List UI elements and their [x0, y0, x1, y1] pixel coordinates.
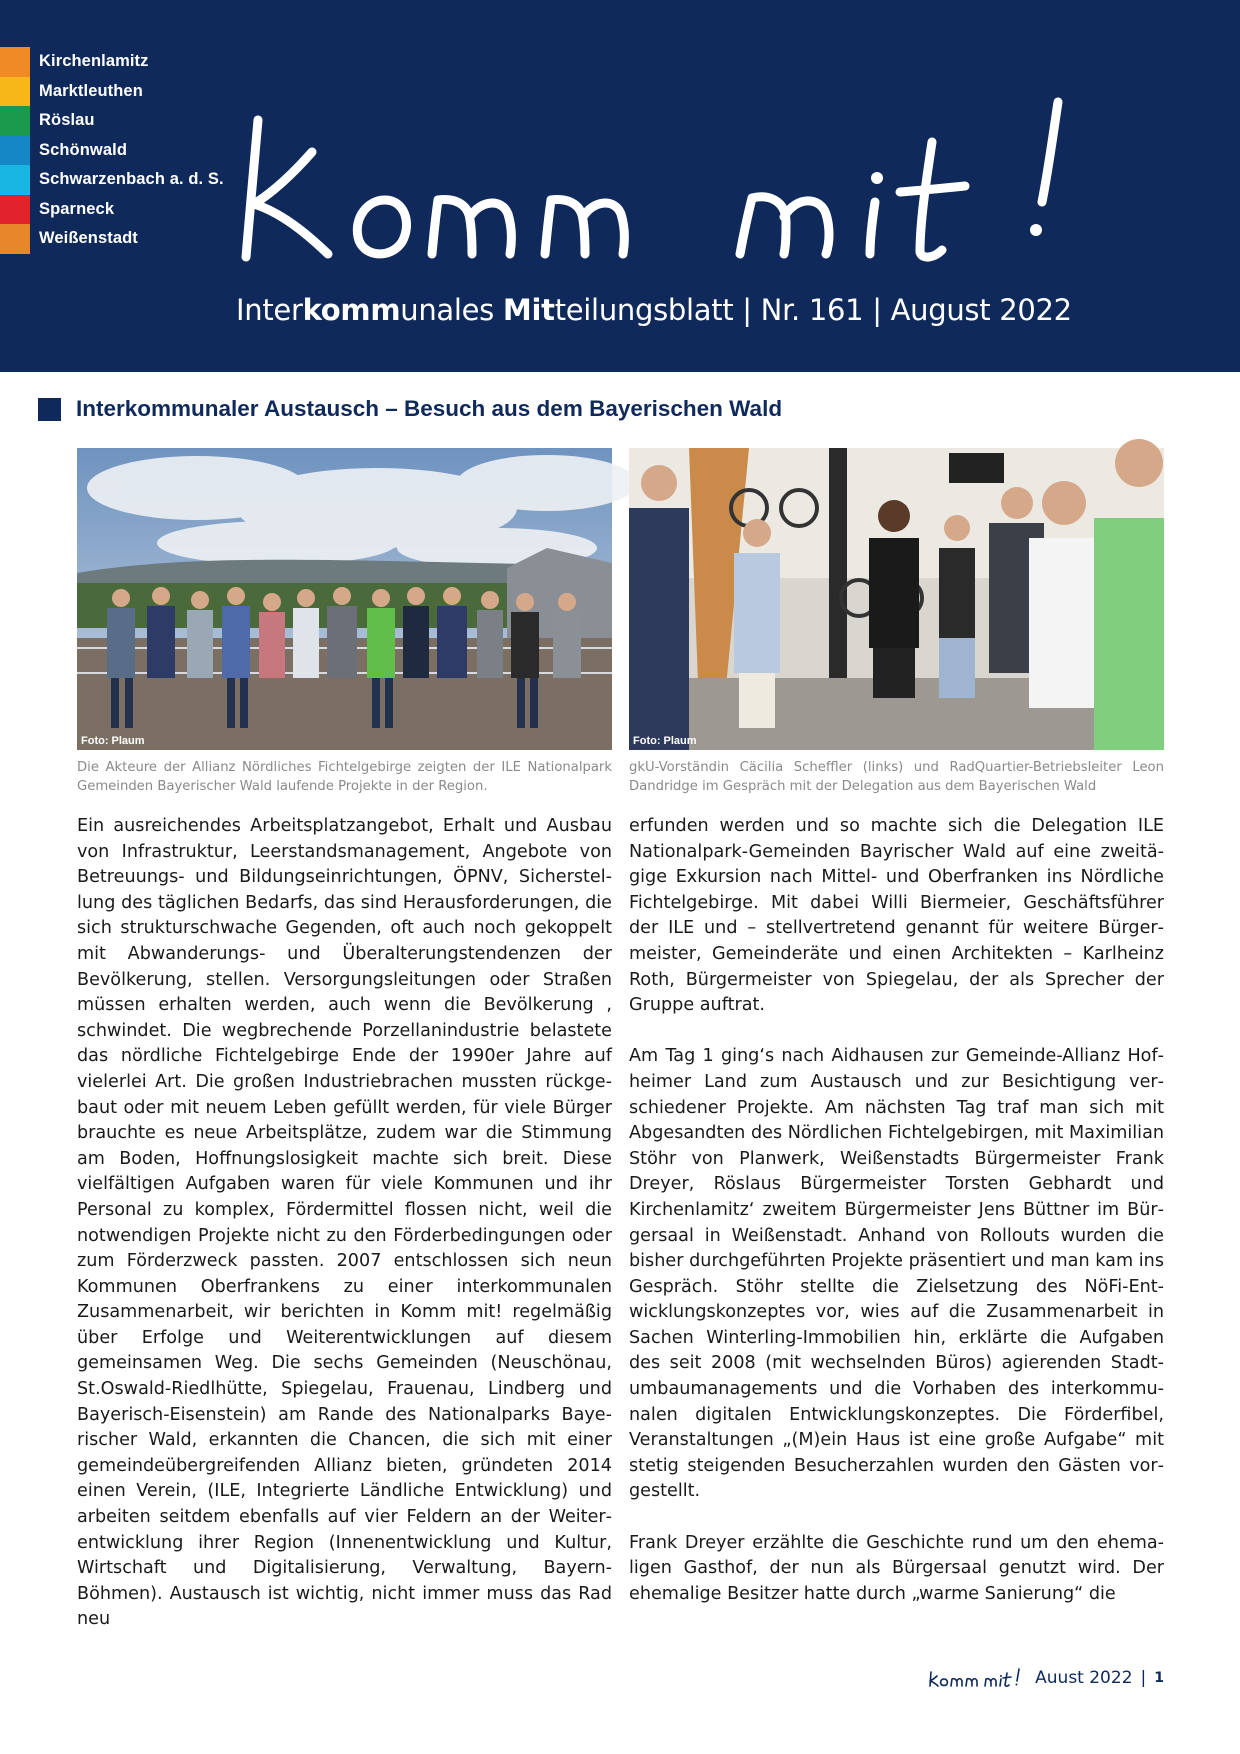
municipality-item — [0, 106, 224, 136]
photo-radquartier — [629, 448, 1164, 750]
municipality-color-swatch — [0, 195, 30, 225]
body-paragraph: Ein ausreichendes Arbeitsplatzangebot, Erhalt und Ausbau von Infrastruktur, Leerstandsmanagement, Angebote von Betreuungs- und Bildungseinrichtungen, ÖPNV, Sicherstellung des täglichen Bedarfs, das sind Herausforderungen, die sich strukturschwache Gegenden, oft auch noch gekoppelt mit Abwanderungs- und Überalterungstendenzen der Bevölkerung, stellen. Versorgungsleitungen oder Straßen müssen erhalten werden, auch wenn die Bevölkerung , schwindet. Die wegbrechende Porzellanindustrie belastete das nördliche Fichtelgebirge Ende der 1990er Jahre auf vielerlei Art. Die großen Industriebrachen mussten rückgebaut oder mit neuem Leben gefüllt werden, für viele Bürger brauchte es neue Arbeitsplätze, zudem war die Stimmung am Boden, Hoffnungslosigkeit machte sich breit. Diese vielfältigen Aufgaben waren für viele Kommunen und ihr Personal zu komplex, Fördermittel flossen nicht, weil die notwendigen Projekte nicht zu den Förderbedingungen oder zum Förderzweck passten. 2007 entschlossen sich neun Kommunen Oberfrankens zu einer interkommunalen Zusammenarbeit, wir berichten in Komm mit! regelmäßig über Erfolge und Weiterentwicklungen auf diesem gemeinsamen Weg. Die sechs Gemeinden (Neuschönau, St.Oswald-Riedlhütte, Spiegelau, Frauenau, Lindberg und Bayerisch-Eisenstein) am Rande des Nationalparks Bayerischer Wald, erkannten die Chancen, die sich mit einer gemeindeübergreifenden Allianz bieten, gründeten 2014 einen Verein, (ILE, Integrierte Ländliche Entwicklung) und arbeiten seitdem ebenfalls auf vier Feldern an der Weiterentwicklung ihrer Region (Innenentwicklung und Kultur, Wirtschaft und Digitalisierung, Verwaltung, Bayern-Böhmen). Austausch ist wichtig, nicht immer muss das Rad neu — [77, 816, 612, 1630]
municipality-item — [0, 77, 224, 107]
municipality-color-swatch — [0, 224, 30, 254]
municipality-color-swatch — [0, 165, 30, 195]
municipality-name: Schwarzenbach a. d. S. — [39, 170, 224, 189]
page-number: 1 — [1154, 1670, 1164, 1686]
municipality-item — [0, 165, 224, 195]
article-heading — [38, 396, 782, 422]
body-paragraph: Am Tag 1 ging‘s nach Aidhausen zur Gemeinde-Allianz Hofheimer Land zum Austausch und zur Besichtigung verschiedener Projekte. Am nächsten Tag traf man sich mit Abgesandten des Nördlichen Fichtelgebirgen, mit Maximilian Stöhr von Planwerk, Weißenstadts Bürgermeister Frank Dreyer, Röslaus Bürgermeister Torsten Gebhardt und Kirchenlamitz‘ zweitem Bürgermeister Jens Büttner im Bürgersaal in Weißenstadt. Anhand von Rollouts wurden die bisher durchgeführten Projekte präsentiert und man kam ins Gespräch. Stöhr stellte die Zielsetzung des NöFi-Entwicklungskonzeptes vor, wies auf die Zusammenarbeit in Sachen Winterling-Immobilien hin, erklärte die Aufgaben des seit 2008 (mit wechselnden Büros) agierenden Stadtumbaumanagements und die Vorhaben des interkommunalen digitalen Entwicklungskonzeptes. Die Förderfibel, Veranstaltungen „(M)ein Haus ist eine große Aufgabe“ mit stetig steigenden Besucherzahlen wurden den Gästen vorgestellt. — [629, 1046, 1164, 1502]
municipality-color-swatch — [0, 106, 30, 136]
article-column-left — [77, 814, 612, 1630]
municipality-color-swatch — [0, 77, 30, 107]
komm-mit-logo — [220, 82, 1220, 282]
komm-mit-footer-logo — [927, 1666, 1027, 1690]
issue-subtitle: Interkommunales Mitteilungsblatt | Nr. 161 | August 2022 — [236, 293, 1072, 327]
municipality-name: Weißenstadt — [39, 229, 138, 248]
masthead — [0, 0, 1240, 372]
municipality-name: Röslau — [39, 111, 95, 130]
municipality-list — [0, 47, 224, 254]
heading-marker — [38, 398, 61, 421]
footer-separator: | — [1140, 1668, 1147, 1688]
municipality-name: Kirchenlamitz — [39, 52, 149, 71]
photo-credit: Foto: Plaum — [81, 735, 145, 747]
municipality-item — [0, 47, 224, 77]
photo-credit: Foto: Plaum — [633, 735, 697, 747]
municipality-name: Marktleuthen — [39, 81, 143, 100]
body-paragraph: Frank Dreyer erzählte die Geschichte rund um den ehemaligen Gasthof, der nun als Bürgersaal genutzt wird. Der ehemalige Besitzer hatte durch „warme Sanierung“ die — [629, 1532, 1164, 1604]
footer-issue: Auust 2022 — [1035, 1668, 1133, 1688]
municipality-name: Schönwald — [39, 140, 127, 159]
article-column-right — [629, 814, 1164, 1616]
photo-group-terrace — [77, 448, 612, 750]
photo-caption: Die Akteure der Allianz Nördliches Fichtelgebirge zeigten der ILE Nationalpark Gemeinden Bayerischer Wald laufende Projekte in der Region. — [77, 760, 612, 794]
municipality-item — [0, 136, 224, 166]
municipality-color-swatch — [0, 136, 30, 166]
municipality-name: Sparneck — [39, 199, 115, 218]
municipality-item — [0, 224, 224, 254]
photo-caption: gkU-Vorständin Cäcilia Scheffler (links) und RadQuartier-Betriebsleiter Leon Dandridge im Gespräch mit der Delegation aus dem Bayerischen Wald — [629, 760, 1164, 794]
municipality-item — [0, 195, 224, 225]
municipality-color-swatch — [0, 47, 30, 77]
page-footer — [927, 1666, 1164, 1690]
article-title: Interkommunaler Austausch – Besuch aus dem Bayerischen Wald — [76, 396, 783, 421]
body-paragraph: erfunden werden und so machte sich die Delegation ILE Nationalpark-Gemeinden Bayrischer Wald auf eine zweitägige Exkursion nach Mittel- und Oberfranken ins Nördliche Fichtelgebirge. Mit dabei Willi Biermeier, Geschäftsführer der ILE und – stellvertretend genannt für weitere Bürgermeister, Gemeinderäte und einen Architekten – Karlheinz Roth, Bürgermeister von Spiegelau, der als Sprecher der Gruppe auftrat. — [629, 816, 1164, 1016]
